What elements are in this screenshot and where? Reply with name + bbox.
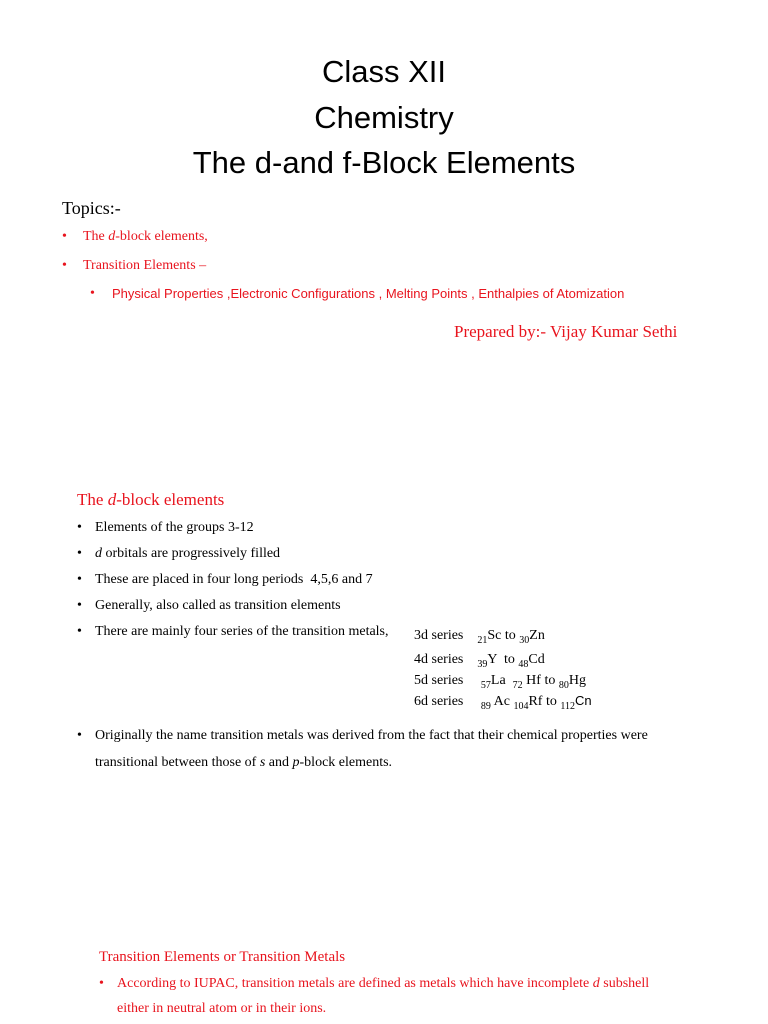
- text: subshell: [599, 976, 650, 991]
- atomic-number: 80: [558, 680, 569, 691]
- element-symbol: La: [490, 673, 506, 688]
- list-item-text: These are placed in four long periods 4,5,6 and 7: [95, 572, 373, 587]
- bullet: •: [77, 546, 82, 561]
- atomic-number: 30: [519, 635, 530, 646]
- topic-item-1: [62, 229, 208, 245]
- list-item-continuation: [95, 755, 392, 771]
- topic-text-2: Transition Elements –: [83, 258, 207, 273]
- to-separator: to: [501, 628, 520, 643]
- list-item-text: Elements of the groups 3-12: [95, 520, 254, 535]
- element-symbol: Hf: [526, 673, 541, 688]
- italic-p: p: [292, 755, 300, 770]
- element-symbol: Ac: [493, 694, 510, 709]
- bullet: •: [62, 258, 67, 273]
- list-item: [77, 624, 389, 640]
- list-item-text: There are mainly four series of the transition metals,: [95, 624, 389, 639]
- list-item: [77, 520, 254, 536]
- element-symbol: Cd: [528, 652, 545, 667]
- list-item-text: Generally, also called as transition elements: [95, 598, 341, 613]
- topic-item-2: [62, 258, 207, 274]
- bullet: •: [90, 286, 95, 301]
- heading-italic: d: [107, 490, 117, 509]
- element-symbol: Zn: [529, 628, 545, 643]
- text: transitional between those of: [95, 755, 260, 770]
- list-item: [77, 728, 648, 744]
- list-item: [77, 546, 281, 562]
- topic1-post: -block elements,: [115, 229, 208, 244]
- bullet2-post: orbitals are progressively filled: [102, 546, 281, 561]
- subtopic-text-1: Physical Properties ,Electronic Configurations , Melting Points , Enthalpies of Atomization: [112, 286, 625, 301]
- series-row-6d: [414, 693, 592, 712]
- title-line-2: Chemistry: [314, 100, 454, 135]
- element-symbol: Hg: [568, 673, 586, 688]
- bullet: •: [77, 598, 82, 613]
- atomic-number: 48: [518, 659, 529, 670]
- italic-d: d: [592, 976, 600, 991]
- series-label: 5d series: [414, 673, 464, 688]
- series-label: 3d series: [414, 628, 464, 643]
- heading-post: -block elements: [116, 490, 225, 509]
- dblock-heading: [77, 490, 224, 510]
- atomic-number: 104: [513, 701, 529, 712]
- list-item-continuation: either in neutral atom or in their ions.: [117, 1001, 327, 1016]
- list-item: [77, 598, 341, 614]
- list-item: [99, 976, 650, 992]
- italic-s: s: [259, 755, 266, 770]
- series-label: 6d series: [414, 694, 464, 709]
- to-separator: to: [542, 694, 561, 709]
- subtopic-item-1: [90, 286, 625, 302]
- series-row-4d: [414, 652, 545, 670]
- series-row-5d: [414, 673, 586, 691]
- transition-heading: Transition Elements or Transition Metals: [99, 949, 346, 965]
- list-item: [77, 572, 373, 588]
- bullet: •: [62, 229, 67, 244]
- series-label: 4d series: [414, 652, 464, 667]
- atomic-number: 21: [477, 635, 488, 646]
- text: and: [265, 755, 293, 770]
- series-row-3d: [414, 628, 545, 646]
- list-item-text: [117, 976, 649, 992]
- bullet: •: [99, 976, 104, 991]
- prepared-by: Prepared by:- Vijay Kumar Sethi: [454, 322, 678, 341]
- topic1-pre: The: [83, 229, 109, 244]
- italic-d: d: [95, 546, 102, 561]
- list-item-text: Originally the name transition metals was derived from the fact that their chemical properties were: [95, 728, 648, 743]
- atomic-number: 39: [477, 659, 488, 670]
- topics-label: Topics:-: [62, 198, 121, 218]
- heading-pre: The: [77, 490, 108, 509]
- to-separator: to: [540, 673, 559, 688]
- title-line-3: The d-and f-Block Elements: [192, 145, 576, 180]
- bullet: •: [77, 572, 82, 587]
- topic-text-1: [83, 229, 208, 245]
- element-symbol: Rf: [528, 694, 543, 709]
- atomic-number: 89: [480, 701, 491, 712]
- text: According to IUPAC, transition metals are defined as metals which have incomplete: [117, 976, 593, 991]
- to-separator: to: [496, 652, 519, 667]
- bullet: •: [77, 624, 82, 639]
- topic1-italic: d: [108, 229, 116, 244]
- text: -block elements.: [299, 755, 393, 770]
- title-line-1: Class XII: [321, 54, 447, 89]
- bullet: •: [77, 728, 82, 743]
- atomic-number: 57: [480, 680, 491, 691]
- element-symbol: Sc: [487, 628, 502, 643]
- list-item-text: [95, 546, 280, 562]
- element-symbol: Y: [487, 652, 497, 667]
- bullet: •: [77, 520, 82, 535]
- atomic-number: 112: [560, 701, 575, 712]
- atomic-number: 72: [512, 680, 523, 691]
- element-symbol: Cn: [574, 693, 592, 708]
